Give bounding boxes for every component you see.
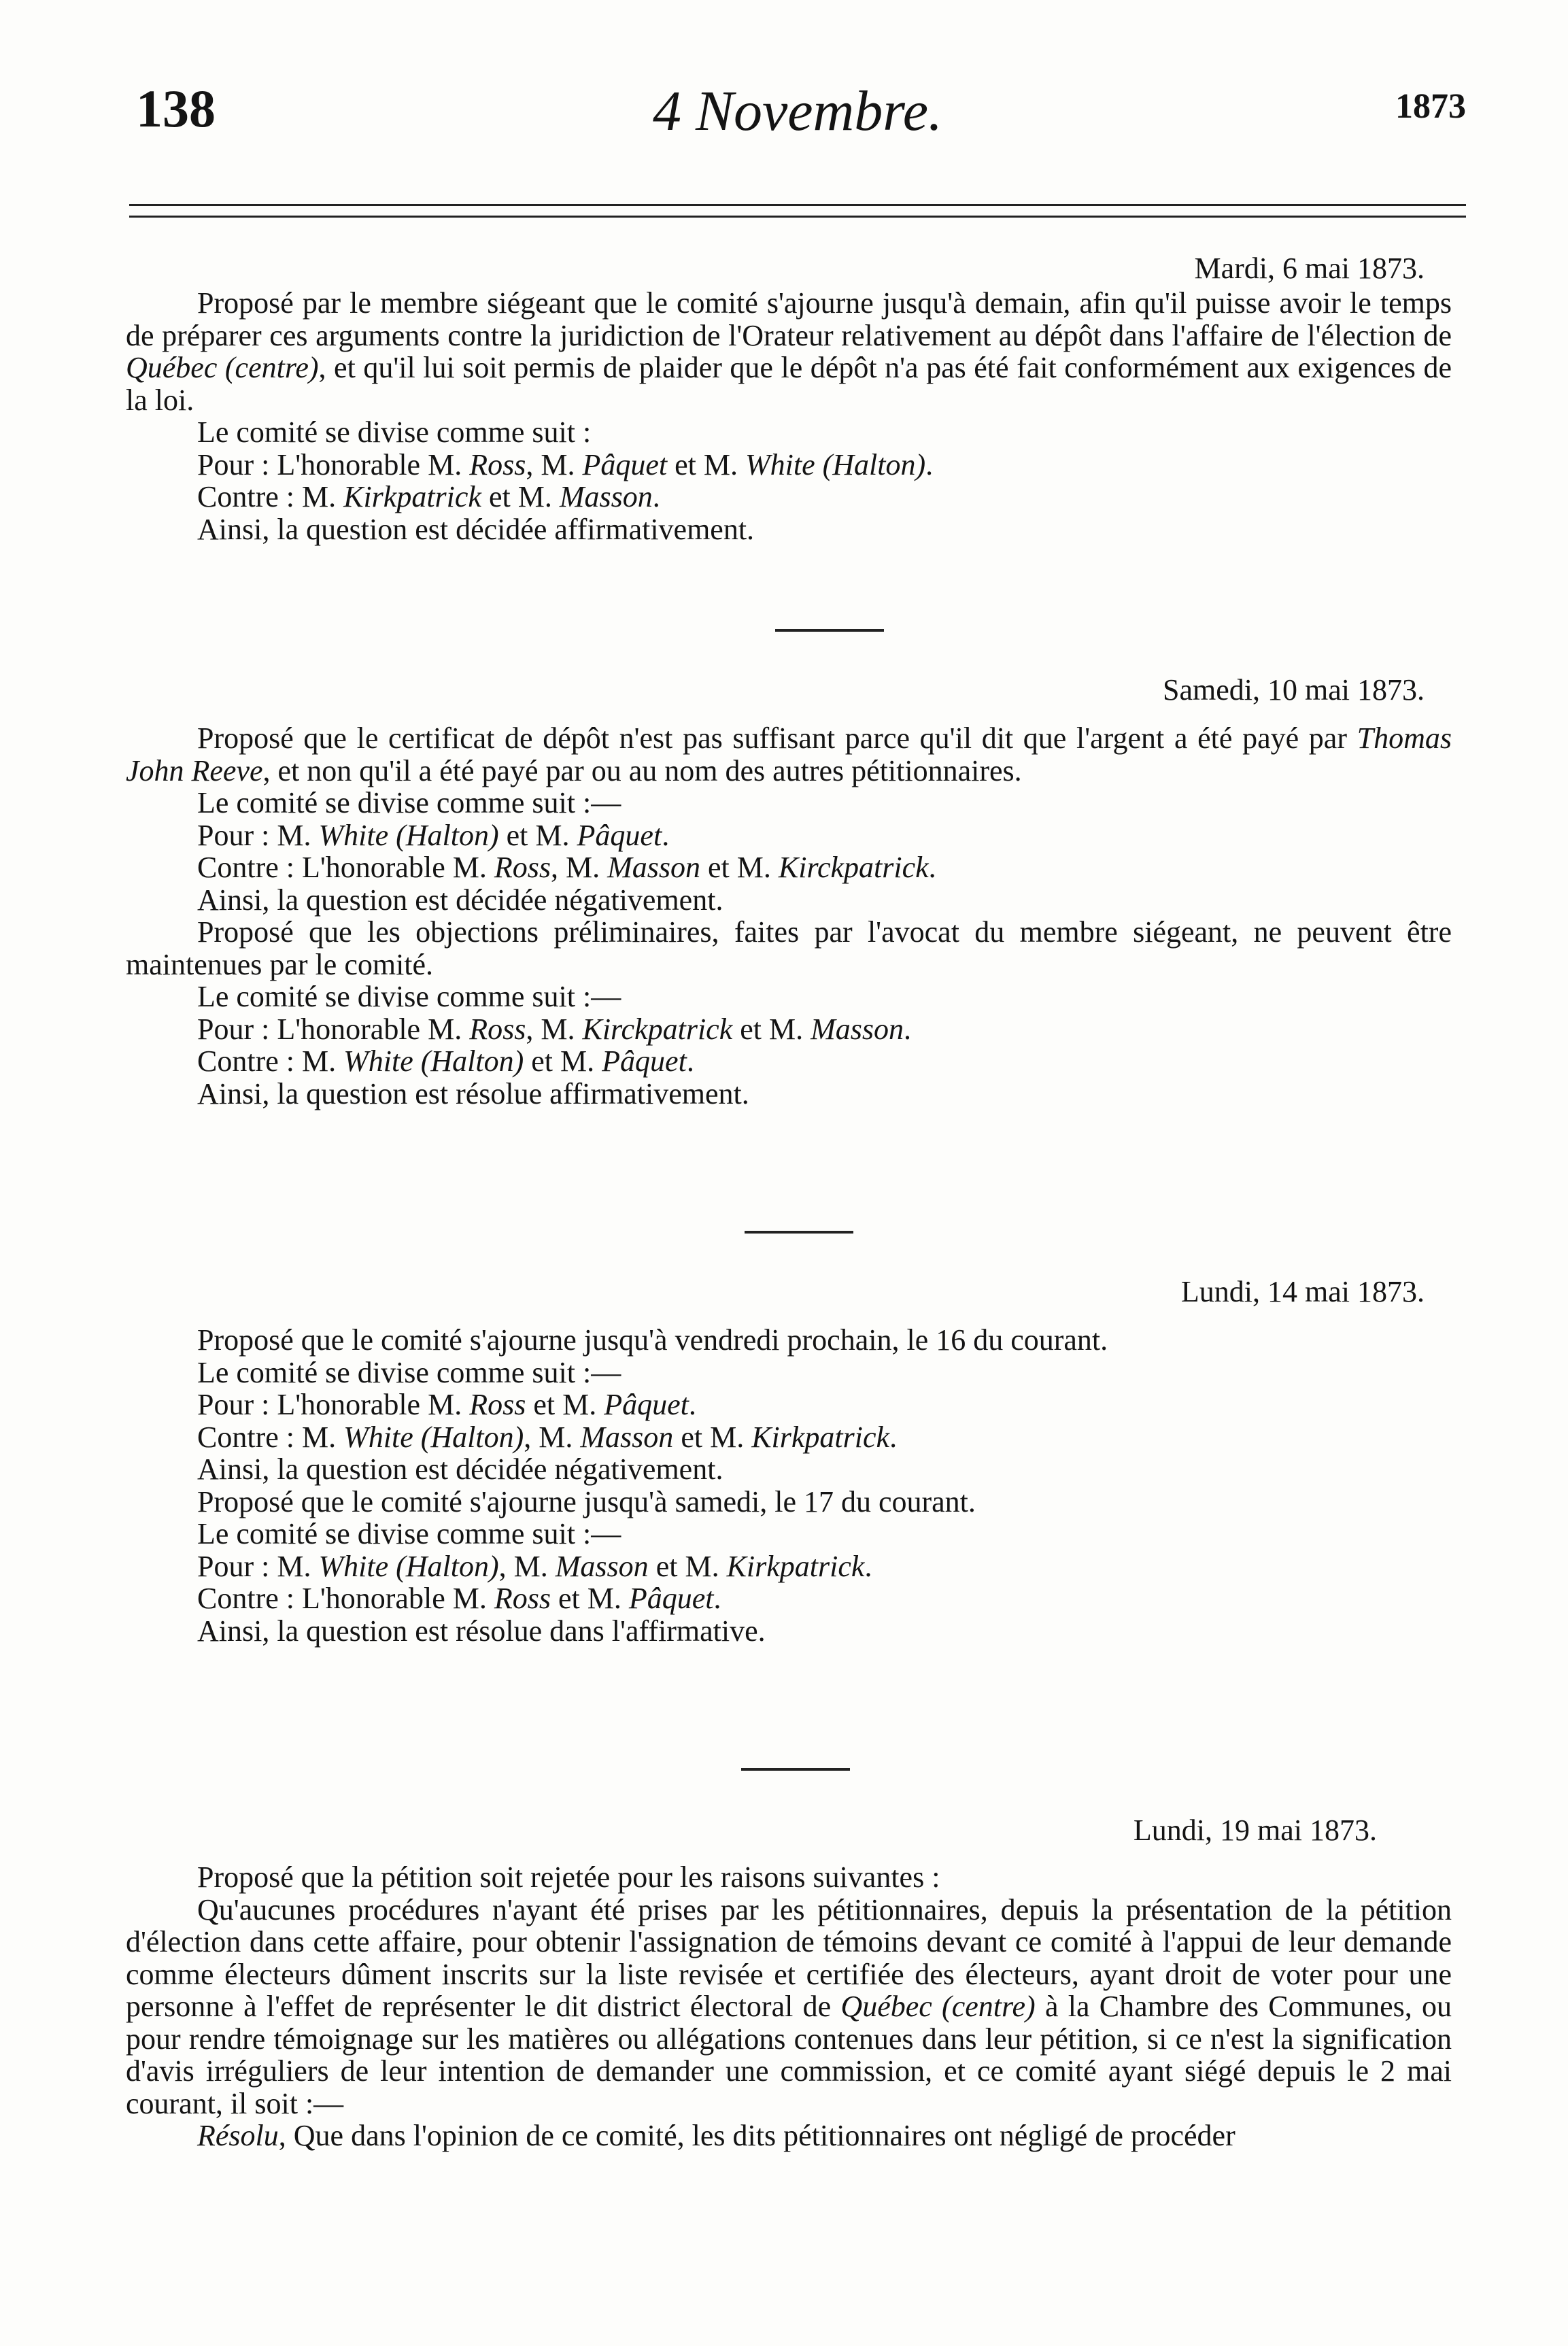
result-line: Ainsi, la question est décidée négativement. <box>197 1452 723 1486</box>
motion-paragraph: Proposé que le comité s'ajourne jusqu'à samedi, le 17 du courant. <box>197 1484 976 1518</box>
contre-line: Contre : L'honorable M. Ross et M. Pâquet. <box>197 1582 721 1615</box>
result-line: Ainsi, la question est résolue dans l'affirmative. <box>197 1614 766 1648</box>
division-line: Le comité se divise comme suit :— <box>197 786 621 819</box>
pour-line: Pour : L'honorable M. Ross, M. Pâquet et M. White (Halton). <box>197 447 934 481</box>
division-line: Le comité se divise comme suit : <box>197 415 592 449</box>
entry-samedi-10-mai <box>126 672 1452 1110</box>
pour-line: Pour : M. White (Halton), M. Masson et M. Kirkpatrick. <box>197 1549 872 1583</box>
header-year: 1873 <box>1395 87 1466 126</box>
section-separator <box>741 1768 850 1771</box>
motion-paragraph: Proposé que le certificat de dépôt n'est pas suffisant parce qu'il dit que l'argent a été payé par Thomas John Reeve, et non qu'il a été payé par ou au nom des autres pétitionnaires. <box>126 721 1452 787</box>
motion-paragraph: Proposé que les objections préliminaires, faites par l'avocat du membre siégeant, ne peuvent être maintenues par le comité. <box>126 915 1452 981</box>
contre-line: Contre : M. Kirkpatrick et M. Masson. <box>197 480 660 513</box>
contre-line: Contre : M. White (Halton), M. Masson et M. Kirkpatrick. <box>197 1420 898 1454</box>
contre-line: Contre : L'honorable M. Ross, M. Masson et M. Kirckpatrick. <box>197 851 936 884</box>
entry-mardi-6-mai <box>126 250 1452 545</box>
pour-line: Pour : L'honorable M. Ross, M. Kirckpatrick et M. Masson. <box>197 1012 912 1046</box>
result-line: Ainsi, la question est décidée affirmativement. <box>197 512 755 546</box>
entry-date: Lundi, 19 mai 1873. <box>1133 1814 1377 1847</box>
resolution-paragraph: Résolu, Que dans l'opinion de ce comité, les dits pétitionnaires ont négligé de procéder <box>197 2119 1235 2152</box>
page-number: 138 <box>136 79 216 138</box>
division-line: Le comité se divise comme suit :— <box>197 980 621 1013</box>
entry-date: Mardi, 6 mai 1873. <box>1194 252 1425 285</box>
division-line: Le comité se divise comme suit :— <box>197 1517 621 1550</box>
page-header <box>129 78 1466 160</box>
reasons-paragraph: Qu'aucunes procédures n'ayant été prises par les pétitionnaires, depuis la présentation de la pétition d'élection dans cette affaire, pour obtenir l'assignation de témoins devant ce comité à l'appui de leur demande comme électeurs dûment inscrits sur la liste revisée et certifiée des électeurs, ayant droit de voter pour une personne à l'effet de représenter le dit district électoral de Québec (centre) à la Chambre des Communes, ou pour rendre témoignage sur les matières ou allégations contenues dans leur pétition, si ce n'est la signification d'avis irréguliers de leur intention de demander une commission, et ce comité ayant siégé depuis le 2 mai courant, il soit :— <box>126 1892 1452 2120</box>
motion-paragraph: Proposé que le comité s'ajourne jusqu'à vendredi prochain, le 16 du courant. <box>197 1323 1108 1357</box>
division-line: Le comité se divise comme suit :— <box>197 1355 621 1389</box>
page-title: 4 Novembre. <box>652 80 943 143</box>
entry-date: Lundi, 14 mai 1873. <box>1180 1275 1425 1308</box>
entry-lundi-19-mai <box>126 1812 1452 2152</box>
section-separator <box>775 629 884 632</box>
motion-paragraph: Proposé par le membre siégeant que le comité s'ajourne jusqu'à demain, afin qu'il puisse avoir le temps de préparer ces arguments contre la juridiction de l'Orateur relativement au dépôt dans l'affaire de l'élection de Québec (centre), et qu'il lui soit permis de plaider que le dépôt n'a pas été fait conformément aux exigences de la loi. <box>126 286 1452 417</box>
pour-line: Pour : M. White (Halton) et M. Pâquet. <box>197 818 670 852</box>
result-line: Ainsi, la question est décidée négativement. <box>197 883 723 917</box>
section-separator <box>745 1231 853 1234</box>
pour-line: Pour : L'honorable M. Ross et M. Pâquet. <box>197 1388 696 1421</box>
motion-paragraph: Proposé que la pétition soit rejetée pour les raisons suivantes : <box>197 1860 940 1894</box>
header-double-rule <box>129 204 1466 218</box>
contre-line: Contre : M. White (Halton) et M. Pâquet. <box>197 1044 694 1078</box>
entry-date: Samedi, 10 mai 1873. <box>1163 673 1425 707</box>
entry-lundi-14-mai <box>126 1274 1452 1647</box>
result-line: Ainsi, la question est résolue affirmativement. <box>197 1076 749 1110</box>
